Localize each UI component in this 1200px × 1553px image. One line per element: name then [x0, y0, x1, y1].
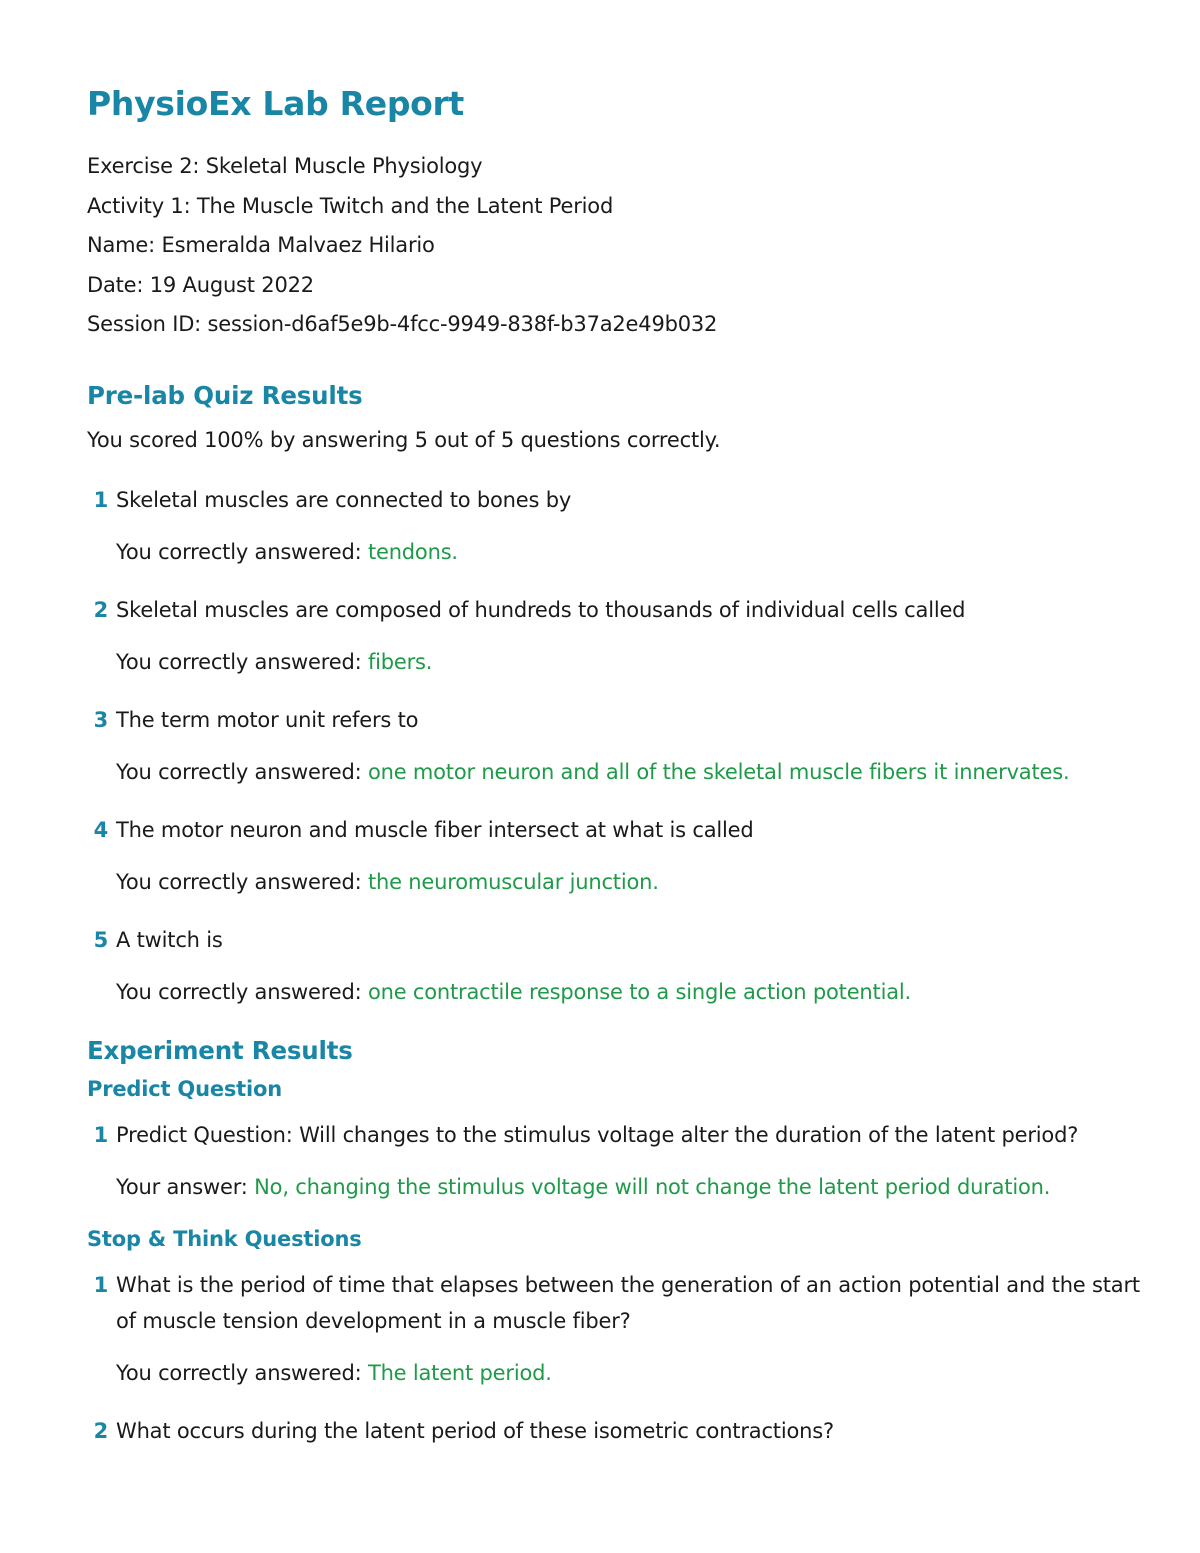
- question-text: The term motor unit refers to: [116, 707, 419, 732]
- answer-label: You correctly answered:: [116, 539, 362, 564]
- answer-line: [116, 754, 1147, 790]
- prelab-heading: Pre-lab Quiz Results: [87, 380, 363, 410]
- prelab-questions: [87, 482, 1147, 1010]
- experiment-heading: Experiment Results: [87, 1035, 353, 1065]
- answer-value: The latent period.: [367, 1360, 552, 1385]
- question-text: A twitch is: [116, 927, 223, 952]
- question-number: 1: [93, 1272, 108, 1297]
- answer-line: [116, 864, 1147, 900]
- answer-line: [116, 1355, 1147, 1391]
- answer-label: You correctly answered:: [116, 1360, 362, 1385]
- stop-think-question-item: [87, 1267, 1147, 1391]
- answer-value: the neuromuscular junction.: [367, 869, 659, 894]
- question-text: The motor neuron and muscle fiber intersect at what is called: [116, 817, 754, 842]
- answer-label: You correctly answered:: [116, 759, 362, 784]
- question-number: 4: [93, 817, 108, 842]
- question-text: Skeletal muscles are composed of hundreds to thousands of individual cells called: [116, 597, 966, 622]
- date-line: Date: 19 August 2022: [87, 272, 314, 297]
- prelab-score: You scored 100% by answering 5 out of 5 questions correctly.: [87, 427, 721, 452]
- prelab-question-item: [87, 702, 1147, 790]
- question-number: 3: [93, 707, 108, 732]
- predict-heading: Predict Question: [87, 1076, 282, 1101]
- stop-think-heading: Stop & Think Questions: [87, 1226, 362, 1251]
- prelab-question-item: [87, 592, 1147, 680]
- answer-label: You correctly answered:: [116, 869, 362, 894]
- answer-value: one motor neuron and all of the skeletal muscle fibers it innervates.: [367, 759, 1070, 784]
- answer-line: [116, 534, 1147, 570]
- answer-label: You correctly answered:: [116, 979, 362, 1004]
- answer-value: fibers.: [367, 649, 433, 674]
- report-title: PhysioEx Lab Report: [87, 84, 464, 123]
- question-number: 2: [93, 597, 108, 622]
- question-number: 2: [93, 1418, 108, 1443]
- question-text: Skeletal muscles are connected to bones by: [116, 487, 572, 512]
- answer-value: one contractile response to a single action potential.: [367, 979, 911, 1004]
- activity-line: Activity 1: The Muscle Twitch and the Latent Period: [87, 193, 614, 218]
- answer-label: You correctly answered:: [116, 649, 362, 674]
- answer-value: tendons.: [367, 539, 458, 564]
- prelab-question-item: [87, 812, 1147, 900]
- exercise-line: Exercise 2: Skeletal Muscle Physiology: [87, 154, 483, 178]
- report-meta: [87, 147, 1147, 345]
- lab-report-page: [87, 84, 1147, 1449]
- prelab-question-item: [87, 922, 1147, 1010]
- name-line: Name: Esmeralda Malvaez Hilario: [87, 233, 435, 257]
- answer-line: [116, 644, 1147, 680]
- answer-label: Your answer:: [116, 1174, 248, 1199]
- answer-value: No, changing the stimulus voltage will not change the latent period duration.: [254, 1174, 1051, 1199]
- question-number: 1: [93, 487, 108, 512]
- answer-line: [116, 974, 1147, 1010]
- question-text: What is the period of time that elapses between the generation of an action potential and the start of muscle tension development in a muscle fiber?: [116, 1272, 1140, 1333]
- question-text: What occurs during the latent period of these isometric contractions?: [116, 1418, 834, 1443]
- predict-question-item: [87, 1117, 1147, 1205]
- question-number: 5: [93, 927, 108, 952]
- stop-think-question-item: [87, 1413, 1147, 1449]
- question-text: Predict Question: Will changes to the stimulus voltage alter the duration of the latent period?: [116, 1122, 1079, 1147]
- prelab-question-item: [87, 482, 1147, 570]
- answer-line: [116, 1169, 1147, 1205]
- session-id-line: Session ID: session-d6af5e9b-4fcc-9949-838f-b37a2e49b032: [87, 312, 718, 336]
- question-number: 1: [93, 1122, 108, 1147]
